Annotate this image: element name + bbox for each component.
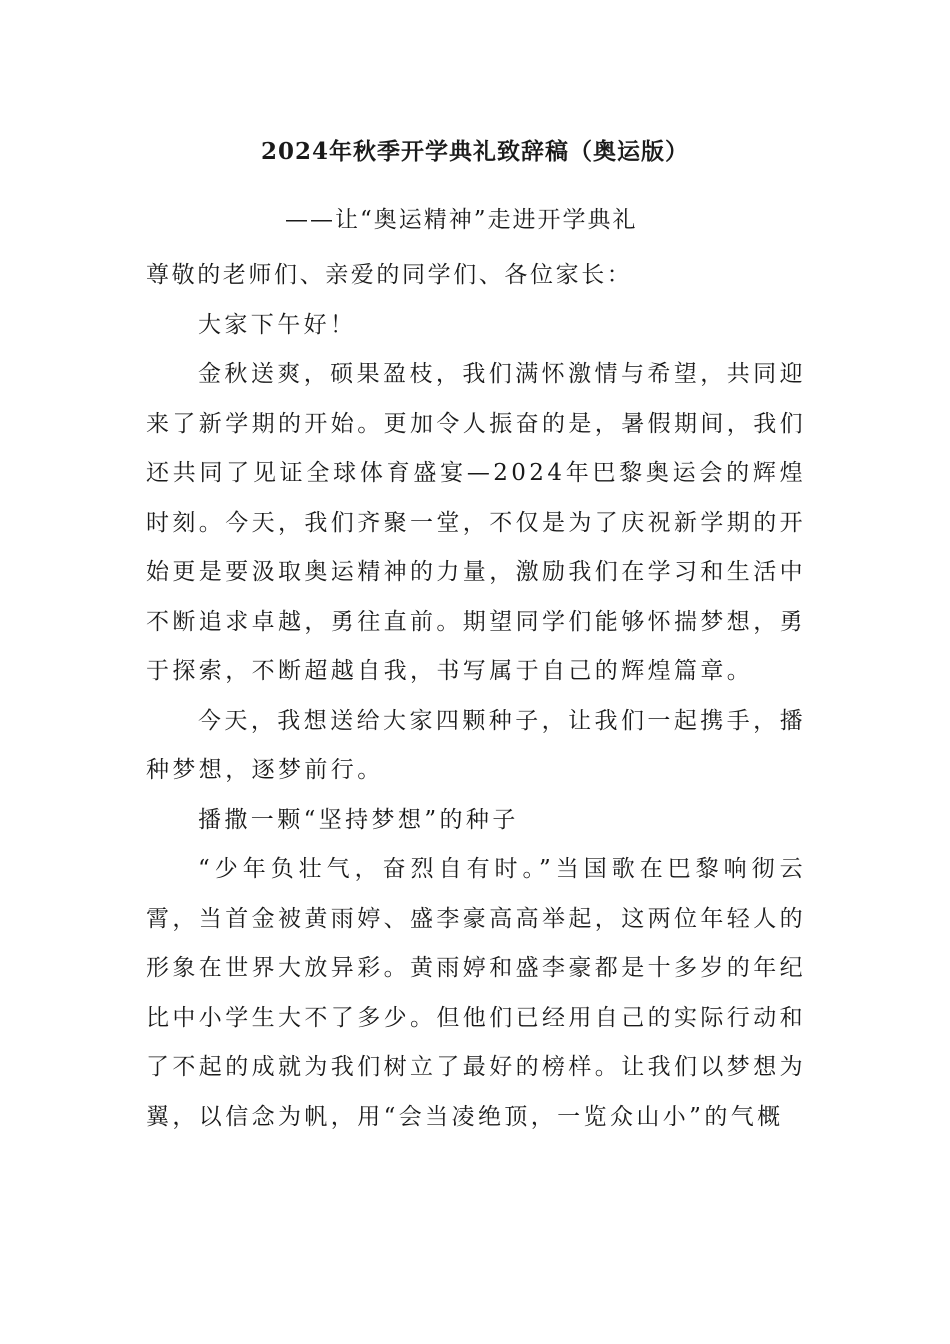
greeting-paragraph: 大家下午好！ — [198, 311, 357, 338]
document-subtitle: ——让“奥运精神”走进开学典礼 — [285, 207, 638, 233]
document-title: 2024年秋季开学典礼致辞稿（奥运版） — [260, 138, 689, 165]
section-heading: 播撒一颗“坚持梦想”的种子 — [198, 806, 519, 833]
body-paragraph: 今天，我想送给大家四颗种子，让我们一起携手，播种梦想，逐梦前行。 — [146, 707, 806, 783]
body-paragraph: “少年负壮气，奋烈自有时。”当国歌在巴黎响彻云霄，当首金被黄雨婷、盛李豪高高举起，这两位年轻人的形象在世界大放异彩。黄雨婷和盛李豪都是十多岁的年纪比中小学生大不了多少。但他们已经用自己的实际行动和了不起的成就为我们树立了最好的榜样。让我们以梦想为翼，以信念为帆，用“会当凌绝顶，一览众山小”的气概 — [146, 856, 806, 1130]
document-body — [146, 251, 806, 1142]
body-paragraph: 金秋送爽，硕果盈枝，我们满怀激情与希望，共同迎来了新学期的开始。更加令人振奋的是，暑假期间，我们还共同了见证全球体育盛宴—2024年巴黎奥运会的辉煌时刻。今天，我们齐聚一堂，不仅是为了庆祝新学期的开始更是要汲取奥运精神的力量，激励我们在学习和生活中不断追求卓越，勇往直前。期望同学们能够怀揣梦想，勇于探索，不断超越自我，书写属于自己的辉煌篇章。 — [146, 361, 806, 684]
salutation-paragraph: 尊敬的老师们、亲爱的同学们、各位家长： — [146, 262, 633, 288]
